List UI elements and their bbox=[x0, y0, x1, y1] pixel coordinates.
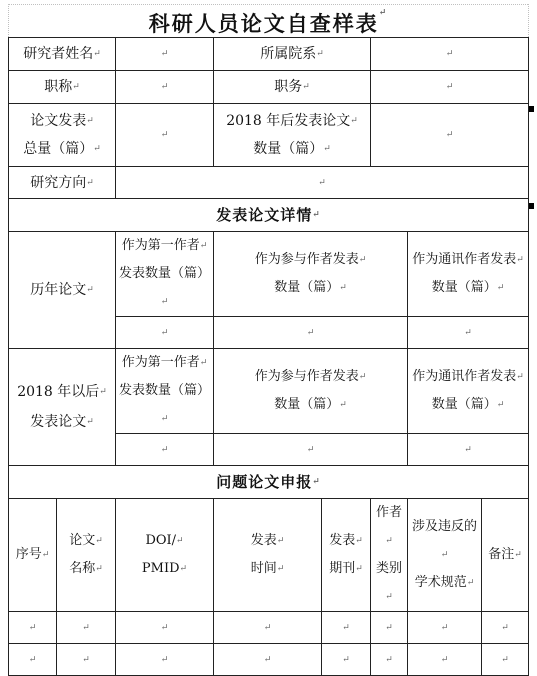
table-row bbox=[9, 644, 529, 676]
co-author-header: 作为参与作者发表↵ 数量（篇）↵ bbox=[214, 349, 408, 434]
since-2018-co-author-field[interactable]: ↵ bbox=[214, 434, 408, 466]
table-cell[interactable]: ↵ bbox=[57, 612, 116, 644]
col-header-doi: DOI/↵ PMID↵ bbox=[116, 499, 214, 612]
col-header-remarks: 备注↵ bbox=[482, 499, 529, 612]
table-cell[interactable]: ↵ bbox=[408, 644, 482, 676]
history-corresponding-author-field[interactable]: ↵ bbox=[408, 317, 529, 349]
corresponding-author-header: 作为通讯作者发表↵ 数量（篇）↵ bbox=[408, 232, 529, 317]
history-first-author-field[interactable]: ↵ bbox=[116, 317, 214, 349]
researcher-name-label: 研究者姓名↵ bbox=[9, 38, 116, 71]
table-row bbox=[9, 612, 529, 644]
first-author-header: 作为第一作者↵ 发表数量（篇）↵ bbox=[116, 232, 214, 317]
col-header-paper-title: 论文↵ 名称↵ bbox=[57, 499, 116, 612]
after-2018-count-label: 2018 年后发表论文↵ 数量（篇）↵ bbox=[214, 104, 371, 167]
table-cell[interactable]: ↵ bbox=[9, 612, 57, 644]
table-cell[interactable]: ↵ bbox=[116, 644, 214, 676]
table-cell[interactable]: ↵ bbox=[9, 644, 57, 676]
col-header-journal: 发表↵ 期刊↵ bbox=[322, 499, 371, 612]
first-author-header: 作为第一作者↵ 发表数量（篇）↵ bbox=[116, 349, 214, 434]
department-label: 所属院系↵ bbox=[214, 38, 371, 71]
job-title-field[interactable]: ↵ bbox=[116, 71, 214, 104]
since-2018-first-author-field[interactable]: ↵ bbox=[116, 434, 214, 466]
row-end-marker bbox=[529, 203, 534, 209]
position-field[interactable]: ↵ bbox=[371, 71, 529, 104]
research-direction-field[interactable]: ↵ bbox=[116, 167, 529, 199]
table-row bbox=[9, 466, 529, 499]
position-label: 职务↵ bbox=[214, 71, 371, 104]
col-header-violated-norms: 涉及违反的↵ 学术规范↵ bbox=[408, 499, 482, 612]
since-2018-papers-label: 2018 年以后↵ 发表论文↵ bbox=[9, 349, 116, 466]
table-cell[interactable]: ↵ bbox=[322, 612, 371, 644]
section-heading-problem-papers: 问题论文申报↵ bbox=[9, 466, 529, 499]
research-direction-label: 研究方向↵ bbox=[9, 167, 116, 199]
table-row bbox=[9, 349, 529, 434]
papers-total-label: 论文发表↵ 总量（篇）↵ bbox=[9, 104, 116, 167]
page-title: 科研人员论文自查样表↵ bbox=[148, 8, 389, 36]
table-cell[interactable]: ↵ bbox=[371, 644, 408, 676]
table-row bbox=[9, 199, 529, 232]
since-2018-corresponding-author-field[interactable]: ↵ bbox=[408, 434, 529, 466]
self-check-table bbox=[8, 37, 529, 676]
table-row bbox=[9, 71, 529, 104]
papers-total-field[interactable]: ↵ bbox=[116, 104, 214, 167]
table-cell[interactable]: ↵ bbox=[408, 612, 482, 644]
after-2018-count-field[interactable]: ↵ bbox=[371, 104, 529, 167]
table-row bbox=[9, 104, 529, 167]
col-header-index: 序号↵ bbox=[9, 499, 57, 612]
col-header-publish-date: 发表↵ 时间↵ bbox=[214, 499, 322, 612]
table-cell[interactable]: ↵ bbox=[57, 644, 116, 676]
table-cell[interactable]: ↵ bbox=[116, 612, 214, 644]
section-heading-paper-details: 发表论文详情↵ bbox=[9, 199, 529, 232]
researcher-name-field[interactable]: ↵ bbox=[116, 38, 214, 71]
col-header-author-type: 作者↵ 类别↵ bbox=[371, 499, 408, 612]
table-cell[interactable]: ↵ bbox=[371, 612, 408, 644]
table-cell[interactable]: ↵ bbox=[482, 612, 529, 644]
table-cell[interactable]: ↵ bbox=[322, 644, 371, 676]
table-row bbox=[9, 232, 529, 317]
co-author-header: 作为参与作者发表↵ 数量（篇）↵ bbox=[214, 232, 408, 317]
table-cell[interactable]: ↵ bbox=[214, 612, 322, 644]
department-field[interactable]: ↵ bbox=[371, 38, 529, 71]
table-cell[interactable]: ↵ bbox=[214, 644, 322, 676]
table-cell[interactable]: ↵ bbox=[482, 644, 529, 676]
table-row bbox=[9, 38, 529, 71]
history-papers-label: 历年论文↵ bbox=[9, 232, 116, 349]
table-row bbox=[9, 167, 529, 199]
row-end-marker bbox=[529, 106, 534, 112]
corresponding-author-header: 作为通讯作者发表↵ 数量（篇）↵ bbox=[408, 349, 529, 434]
job-title-label: 职称↵ bbox=[9, 71, 116, 104]
history-co-author-field[interactable]: ↵ bbox=[214, 317, 408, 349]
page-margin-guide-top bbox=[8, 4, 528, 5]
table-row bbox=[9, 499, 529, 612]
